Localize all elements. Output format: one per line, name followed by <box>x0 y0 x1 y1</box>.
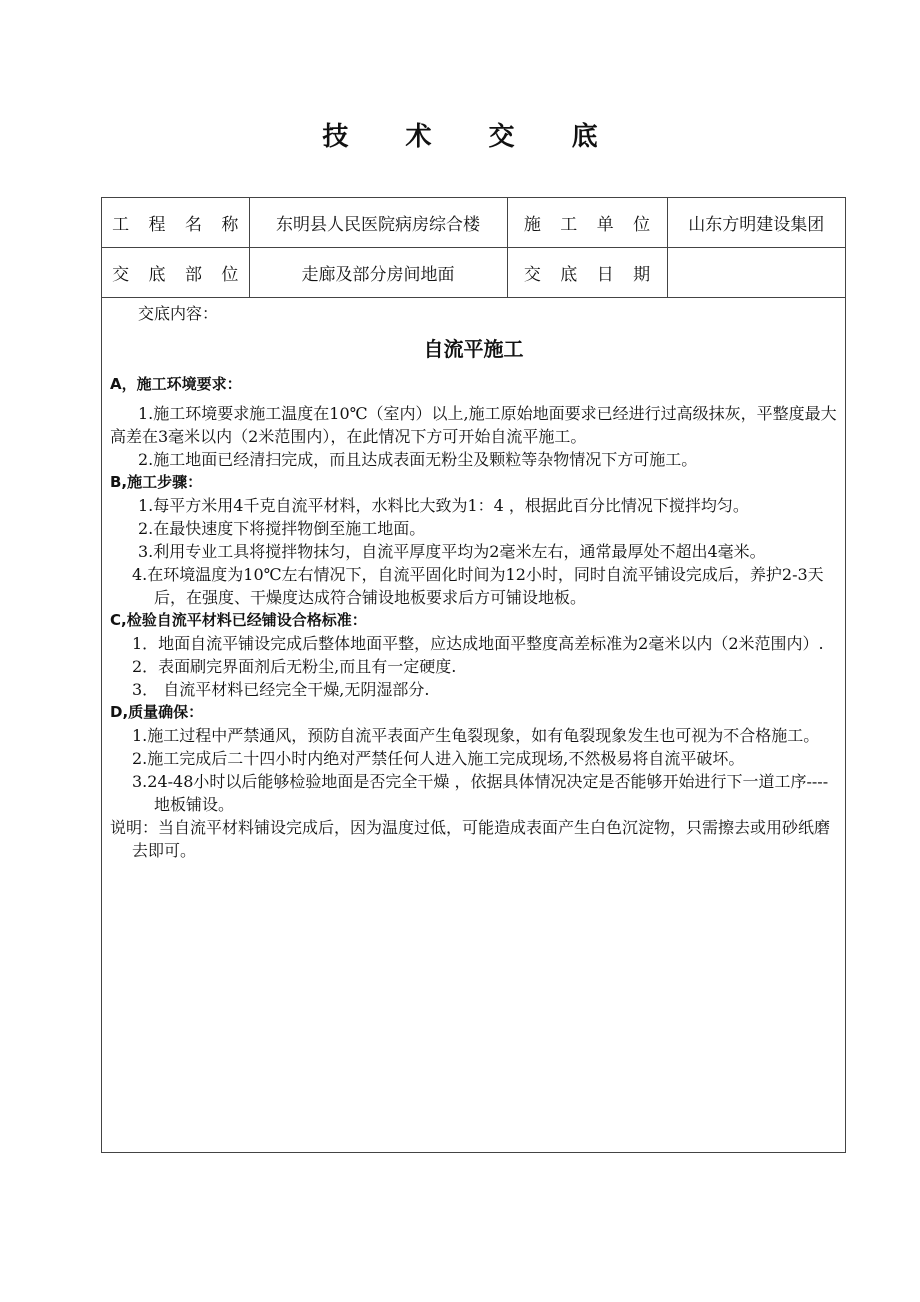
handover-content <box>102 298 845 862</box>
handover-part-label: 交 底 部 位 <box>102 248 249 298</box>
project-name-label: 工 程 名 称 <box>102 198 249 248</box>
list-item: 2．表面刷完界面剂后无粉尘,而且有一定硬度. <box>132 657 457 676</box>
handover-form <box>101 197 846 1153</box>
list-item: 1.每平方米用4千克自流平材料，水料比大致为1：4 ，根据此百分比情况下搅拌均匀。 <box>138 496 749 515</box>
list-item: 1．地面自流平铺设完成后整体地面平整，应达成地面平整度高差标准为2毫米以内（2米范围内）. <box>132 634 824 653</box>
header-row-1 <box>102 198 845 248</box>
list-item: 2.在最快速度下将搅拌物倒至施工地面。 <box>138 519 426 538</box>
list-item: 3.24-48小时以后能够检验地面是否完全干燥 ，依据具体情况决定是否能够开始进行下一道工序----地板铺设。 <box>132 772 829 814</box>
section-heading: B,施工步骤： <box>110 473 203 491</box>
construction-unit-label: 施 工 单 位 <box>507 198 667 248</box>
section-b <box>110 471 837 609</box>
handover-date-label: 交 底 日 期 <box>507 248 667 298</box>
handover-date-value <box>667 248 845 298</box>
list-item: 3． 自流平材料已经完全干燥,无阴湿部分. <box>132 680 430 699</box>
section-heading: D,质量确保： <box>110 703 204 721</box>
header-row-2 <box>102 248 845 298</box>
list-item: 1.施工环境要求施工温度在10℃（室内）以上,施工原始地面要求已经进行过高级抹灰，平整度最大高差在3毫米以内（2米范围内），在此情况下方可开始自流平施工。 <box>110 404 837 446</box>
section-a <box>110 373 837 471</box>
list-item: 3.利用专业工具将搅拌物抹匀，自流平厚度平均为2毫米左右，通常最厚处不超出4毫米。 <box>138 542 766 561</box>
section-heading: C,检验自流平材料已经铺设合格标准： <box>110 611 367 629</box>
section-c <box>110 609 837 701</box>
section-d <box>110 701 837 816</box>
note-text: 说明：当自流平材料铺设完成后，因为温度过低，可能造成表面产生白色沉淀物，只需擦去或用砂纸磨去即可。 <box>110 818 831 860</box>
list-item: 2.施工地面已经清扫完成，而且达成表面无粉尘及颗粒等杂物情况下方可施工。 <box>138 450 698 469</box>
project-name-value: 东明县人民医院病房综合楼 <box>249 198 507 248</box>
document-title: 技 术 交 底 <box>322 122 622 152</box>
section-title: 自流平施工 <box>423 337 524 361</box>
list-item: 2.施工完成后二十四小时内绝对严禁任何人进入施工完成现场,不然极易将自流平破坏。 <box>132 749 745 768</box>
header-table <box>102 198 845 298</box>
content-label: 交底内容： <box>138 304 219 323</box>
construction-unit-value: 山东方明建设集团 <box>667 198 845 248</box>
handover-part-value: 走廊及部分房间地面 <box>249 248 507 298</box>
list-item: 4.在环境温度为10℃左右情况下，自流平固化时间为12小时，同时自流平铺设完成后，养护2-3天后，在强度、干燥度达成符合铺设地板要求后方可铺设地板。 <box>132 565 824 607</box>
list-item: 1.施工过程中严禁通风，预防自流平表面产生龟裂现象，如有龟裂现象发生也可视为不合格施工。 <box>132 726 820 745</box>
section-heading: A，施工环境要求： <box>110 375 242 393</box>
